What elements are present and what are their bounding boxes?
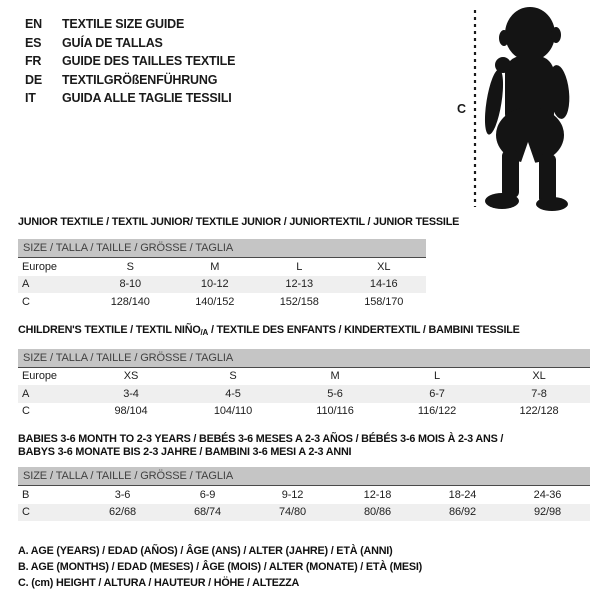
baby-silhouette-figure [454, 2, 600, 214]
guide-title: TEXTILGRÖßENFÜHRUNG [62, 72, 218, 87]
table-row-height [18, 403, 590, 421]
table-row-height [18, 293, 426, 311]
table-cell: 110/116 [316, 405, 354, 418]
junior-table-title: JUNIOR TEXTILE / TEXTIL JUNIOR/ TEXTILE JUNIOR / JUNIORTEXTIL / JUNIOR TESSILE [18, 216, 460, 228]
note-age-months: B. AGE (MONTHS) / EDAD (MESES) / ÂGE (MOIS) / ALTER (MONATE) / ETÀ (MESI) [18, 561, 423, 573]
children-size-table [18, 349, 590, 421]
size-header-bar: SIZE / TALLA / TAILLE / GRÖSSE / TAGLIA [18, 349, 590, 368]
table-cell: 74/80 [250, 504, 335, 522]
table-cell: 12-13 [257, 276, 342, 294]
table-cell: 152/158 [279, 295, 319, 308]
language-code: FR [25, 54, 42, 68]
row-label: C [22, 405, 30, 418]
table-cell: 7-8 [488, 385, 590, 403]
table-cell: 62/68 [80, 504, 165, 522]
table-cell: XL [532, 370, 546, 383]
table-row-europe [18, 367, 590, 385]
table-cell: M [330, 370, 340, 383]
table-cell: 4-5 [182, 385, 284, 403]
size-header-bar: SIZE / TALLA / TAILLE / GRÖSSE / TAGLIA [18, 467, 590, 486]
table-cell: 140/152 [195, 295, 235, 308]
babies-size-table [18, 467, 590, 521]
guide-title: GUIDE DES TAILLES TEXTILE [62, 54, 236, 68]
row-label: A [18, 276, 88, 294]
table-cell: 128/140 [110, 295, 150, 308]
baby-silhouette-svg [454, 2, 600, 214]
table-cell: 92/98 [505, 504, 590, 522]
note-age-years: A. AGE (YEARS) / EDAD (AÑOS) / ÂGE (ANS) / ALTER (JAHRE) / ETÀ (ANNI) [18, 545, 393, 557]
table-cell: 9-12 [281, 488, 304, 501]
children-title-pre: CHILDREN'S TEXTILE / TEXTIL NIÑO [18, 323, 201, 336]
table-cell: S [229, 370, 237, 383]
table-cell: 24-36 [533, 488, 562, 501]
table-cell: 10-12 [173, 276, 258, 294]
table-cell: 3-4 [80, 385, 182, 403]
table-cell: 116/122 [417, 405, 457, 418]
table-row-europe [18, 258, 426, 276]
note-height-cm: C. (cm) HEIGHT / ALTURA / HAUTEUR / HÖHE / ALTEZZA [18, 577, 300, 589]
children-title-post: / TEXTILE DES ENFANTS / KINDERTEXTIL / BAMBINI TESSILE [208, 323, 520, 336]
guide-title: GUIDA ALLE TAGLIE TESSILI [62, 91, 232, 105]
row-label: C [22, 295, 30, 308]
table-cell: 6-7 [386, 385, 488, 403]
legend-notes [18, 543, 600, 591]
table-cell: 12-18 [363, 488, 392, 501]
table-cell: 8-10 [88, 276, 173, 294]
table-row-height [18, 504, 590, 522]
row-label: C [18, 504, 80, 522]
babies-section [18, 433, 600, 521]
page-header [0, 0, 600, 216]
language-code: IT [25, 91, 36, 105]
table-cell: 18-24 [448, 488, 477, 501]
table-row-age [18, 385, 590, 403]
row-label: Europe [22, 260, 57, 273]
table-cell: 14-16 [342, 276, 427, 294]
table-cell: 6-9 [199, 488, 216, 501]
language-code: DE [25, 72, 42, 87]
table-cell: 98/104 [114, 405, 148, 418]
table-cell: XL [377, 260, 391, 273]
table-cell: S [126, 260, 134, 273]
table-cell: XS [123, 370, 139, 383]
children-section [18, 324, 600, 421]
row-label: A [18, 385, 80, 403]
table-cell: 68/74 [165, 504, 250, 522]
table-cell: 86/92 [420, 504, 505, 522]
table-cell: M [210, 260, 220, 273]
language-code: EN [25, 17, 42, 31]
table-cell: 80/86 [335, 504, 420, 522]
table-cell: 122/128 [519, 405, 559, 418]
table-row-months [18, 486, 590, 504]
guide-title: TEXTILE SIZE GUIDE [62, 17, 185, 31]
size-header-bar: SIZE / TALLA / TAILLE / GRÖSSE / TAGLIA [18, 239, 426, 258]
table-row-age [18, 276, 426, 294]
junior-size-table [18, 239, 426, 311]
row-label: B [22, 488, 30, 501]
babies-title-line2: BABYS 3-6 MONATE BIS 2-3 JAHRE / BAMBINI 3-6 MESI A 2-3 ANNI [18, 446, 352, 458]
baby-silhouette [481, 7, 571, 211]
babies-title-line1: BABIES 3-6 MONTH TO 2-3 YEARS / BEBÉS 3-6 MESES A 2-3 AÑOS / BÉBÉS 3-6 MOIS À 2-3 ANS / [18, 433, 504, 445]
junior-section [18, 216, 600, 311]
height-measure-label: C [457, 102, 467, 116]
table-cell: L [433, 370, 441, 383]
babies-table-title [18, 433, 600, 459]
table-cell: L [296, 260, 303, 273]
table-cell: 158/170 [364, 295, 404, 308]
table-cell: 3-6 [114, 488, 131, 501]
table-cell: 5-6 [284, 385, 386, 403]
language-code: ES [25, 35, 42, 50]
children-table-title [18, 324, 600, 339]
children-title-sub: /A [200, 327, 209, 337]
guide-title: GUÍA DE TALLAS [62, 35, 163, 50]
table-cell: 104/110 [213, 405, 253, 418]
row-label: Europe [22, 370, 57, 383]
